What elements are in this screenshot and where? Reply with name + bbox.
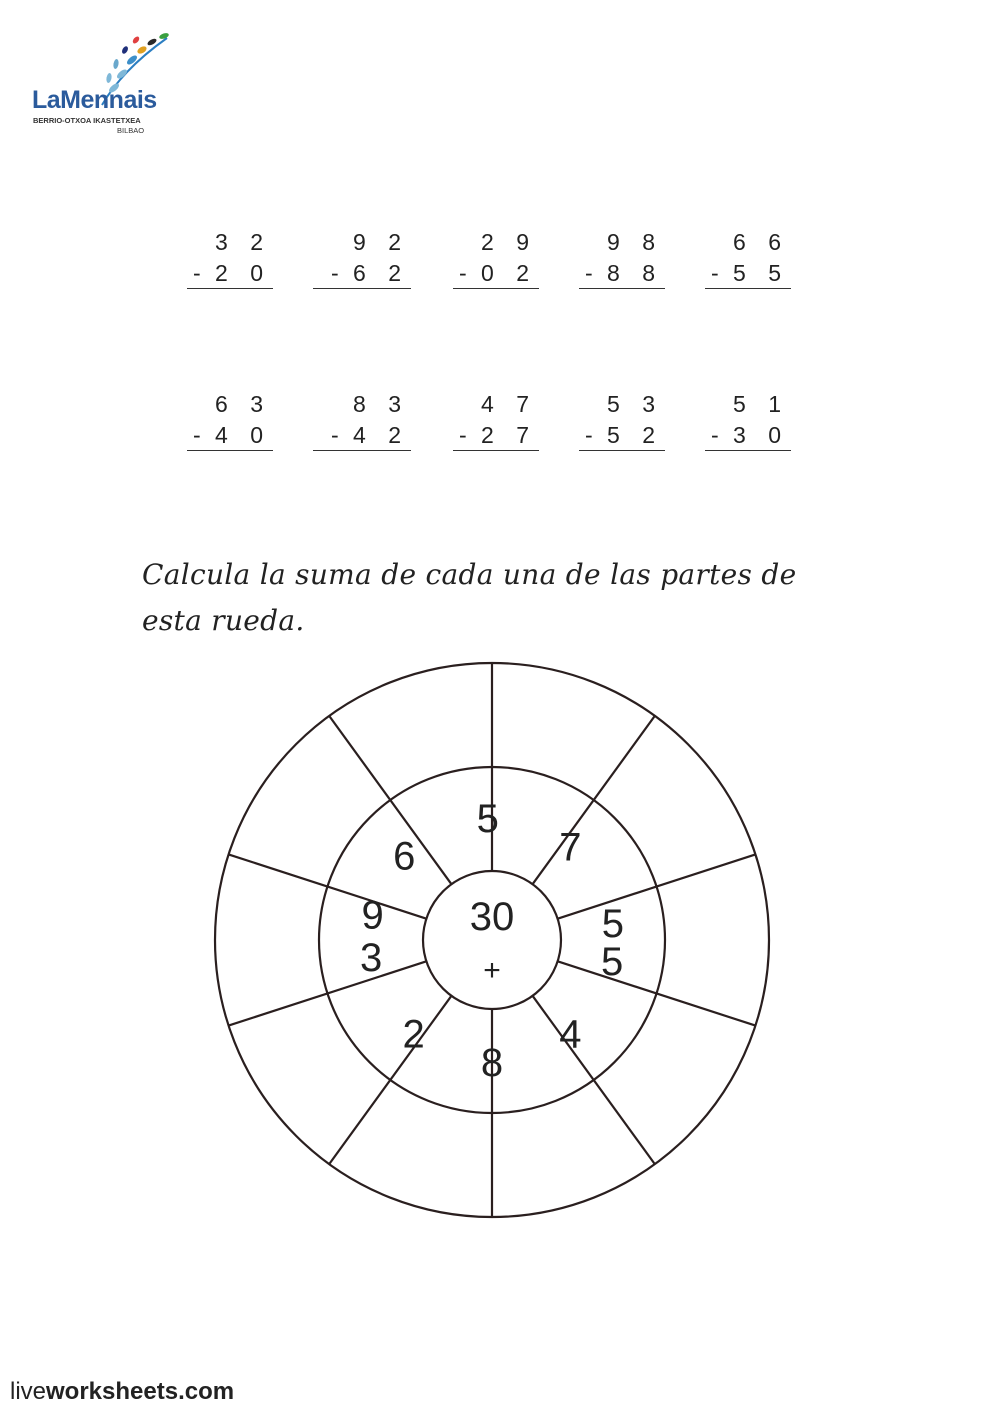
wheel-segment-number: 8 [480, 1041, 504, 1085]
wheel-spoke [229, 961, 427, 1025]
minus-sign: - [459, 422, 467, 448]
center-operator: + [483, 954, 501, 987]
addition-wheel [200, 650, 790, 1240]
minuend: 3 2 [215, 229, 271, 255]
answer-line [453, 450, 539, 451]
minus-sign: - [711, 260, 719, 286]
subtrahend: 3 0 [733, 422, 789, 448]
subtraction-problem [579, 229, 665, 291]
minus-sign: - [459, 260, 467, 286]
minuend: 2 9 [481, 229, 537, 255]
wheel-spoke [329, 716, 451, 884]
minuend: 9 2 [353, 229, 409, 255]
logo-city: BILBAO [117, 126, 145, 135]
answer-line [187, 450, 273, 451]
subtrahend: 5 2 [607, 422, 663, 448]
logo-subtitle: BERRIO-OTXOA IKASTETXEA [33, 116, 141, 125]
wheel-spoke [558, 961, 756, 1025]
wheel-segment-number: 5 [601, 940, 624, 985]
subtraction-problem [187, 229, 273, 291]
subtrahend: 6 2 [353, 260, 409, 286]
wheel-segment-number: 5 [476, 797, 499, 842]
subtraction-problem [579, 391, 665, 453]
footer-prefix: live [10, 1378, 47, 1405]
minus-sign: - [193, 422, 201, 448]
footer-suffix: worksheets.com [46, 1378, 235, 1405]
instruction-line-1: Calcula la suma de cada una de las partes de [142, 558, 797, 591]
answer-line [187, 288, 273, 289]
minuend: 4 7 [481, 391, 537, 417]
wheel-lines [215, 663, 769, 1217]
logo-name: LaMennais [32, 86, 157, 114]
wheel-segment-number: 9 [361, 893, 384, 938]
wheel-segment-number: 3 [360, 935, 383, 980]
minus-sign: - [711, 422, 719, 448]
center-circle [423, 871, 561, 1009]
minuend: 5 3 [607, 391, 663, 417]
wheel-spoke [533, 716, 655, 884]
subtrahend: 2 0 [215, 260, 271, 286]
footer-brand [10, 1378, 234, 1406]
subtrahend: 0 2 [481, 260, 537, 286]
answer-line [453, 288, 539, 289]
subtrahend: 5 5 [733, 260, 789, 286]
subtraction-problem [313, 229, 411, 291]
answer-line [313, 288, 411, 289]
subtrahend: 8 8 [607, 260, 663, 286]
subtraction-problem [313, 391, 411, 453]
subtrahend: 2 7 [481, 422, 537, 448]
minuend: 5 1 [733, 391, 789, 417]
subtraction-problem [187, 391, 273, 453]
minus-sign: - [585, 422, 593, 448]
wheel-segment-number: 2 [402, 1012, 425, 1057]
school-logo [30, 30, 190, 140]
minus-sign: - [193, 260, 201, 286]
minuend: 6 6 [733, 229, 789, 255]
wheel-spoke [558, 854, 756, 918]
subtraction-problem [453, 391, 539, 453]
wheel-segment-number: 5 [601, 902, 624, 947]
answer-line [705, 450, 791, 451]
subtrahend: 4 0 [215, 422, 271, 448]
subtrahend: 4 2 [353, 422, 409, 448]
center-value: 30 [469, 895, 515, 939]
minuend: 6 3 [215, 391, 271, 417]
minuend: 8 3 [353, 391, 409, 417]
answer-line [705, 288, 791, 289]
minus-sign: - [331, 422, 339, 448]
answer-line [579, 288, 665, 289]
answer-line [313, 450, 411, 451]
instruction-line-2: esta rueda. [142, 604, 305, 637]
minus-sign: - [331, 260, 339, 286]
wheel-spoke [329, 996, 451, 1164]
subtraction-problem [705, 229, 791, 291]
wheel-segment-number: 7 [559, 825, 582, 870]
wheel-segment-number: 4 [559, 1012, 582, 1057]
subtraction-problem [705, 391, 791, 453]
wheel-spoke [533, 996, 655, 1164]
minuend: 9 8 [607, 229, 663, 255]
wheel-segment-number: 6 [393, 834, 416, 879]
instruction-text [142, 552, 842, 644]
minus-sign: - [585, 260, 593, 286]
subtraction-problem [453, 229, 539, 291]
answer-line [579, 450, 665, 451]
